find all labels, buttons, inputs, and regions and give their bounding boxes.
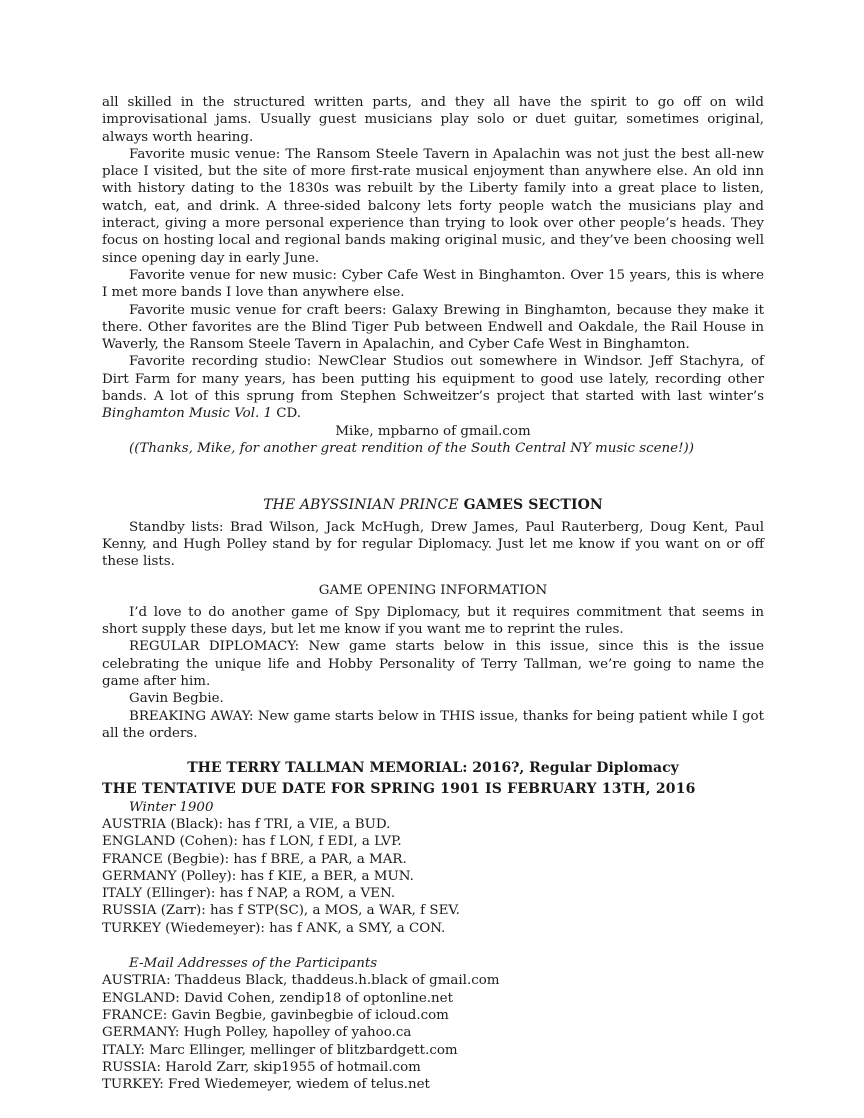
opening-paragraph-breaking-away: BREAKING AWAY: New game starts below in THIS issue, thanks for being patient while I got all the orders. bbox=[102, 708, 764, 741]
email-line-russia: RUSSIA: Harold Zarr, skip1955 of hotmail.com bbox=[102, 1059, 421, 1075]
game-title: THE TERRY TALLMAN MEMORIAL: 2016?, Regular Diplomacy bbox=[187, 760, 679, 777]
participant-emails bbox=[102, 972, 764, 1093]
email-line-france: FRANCE: Gavin Begbie, gavinbegbie of icloud.com bbox=[102, 1007, 449, 1023]
game-due-date: THE TENTATIVE DUE DATE FOR SPRING 1901 IS FEBRUARY 13TH, 2016 bbox=[102, 781, 696, 798]
review-signature: Mike, mpbarno of gmail.com bbox=[335, 423, 531, 439]
opening-paragraph-spy: I’d love to do another game of Spy Diplomacy, but it requires commitment that seems in short supply these days, but let me know if you want me to reprint the rules. bbox=[102, 604, 764, 638]
review-paragraph-craft-beers: Favorite music venue for craft beers: Galaxy Brewing in Binghamton, because they make it there. Other favorites are the Blind Tiger Pub between Endwell and Oakdale, the Rail House in Waverly, the Ransom Steele Tavern in Apalachin, and Cyber Cafe West in Binghamton. bbox=[102, 302, 764, 353]
email-line-italy: ITALY: Marc Ellinger, mellinger of blitzbardgett.com bbox=[102, 1042, 458, 1058]
standby-lists: Standby lists: Brad Wilson, Jack McHugh, Drew James, Paul Rauterberg, Doug Kent, Paul Kenny, and Hugh Polley stand by for regular Diplomacy. Just let me know if you want on or off these lists. bbox=[102, 519, 764, 570]
opening-paragraph-gm: Gavin Begbie. bbox=[129, 691, 224, 707]
position-line-russia: RUSSIA (Zarr): has f STP(SC), a MOS, a WAR, f SEV. bbox=[102, 903, 460, 919]
zine-title: THE ABYSSINIAN PRINCE bbox=[263, 497, 459, 514]
review-paragraph-venue: Favorite music venue: The Ransom Steele Tavern in Apalachin was not just the best all-new place I visited, but the site of more first-rate musical enjoyment than anywhere else. An old inn with history dating to the 1830s was rebuilt by the Liberty family into a great place to listen, watch, eat, and drink. A three-sided balcony lets forty people watch the musicians play and interact, giving a more personal experience than trying to look over other people’s heads. They focus on hosting local and regional bands making original music, and they’ve been choosing well since opening day in early June. bbox=[102, 146, 764, 266]
position-line-italy: ITALY (Ellinger): has f NAP, a ROM, a VEN. bbox=[102, 886, 396, 902]
game-opening-heading: GAME OPENING INFORMATION bbox=[318, 583, 548, 599]
email-line-england: ENGLAND: David Cohen, zendip18 of optonline.net bbox=[102, 990, 453, 1006]
studio-text-end: CD. bbox=[272, 406, 302, 422]
games-section-label: GAMES SECTION bbox=[458, 497, 603, 514]
email-line-germany: GERMANY: Hugh Polley, hapolley of yahoo.ca bbox=[102, 1025, 412, 1041]
document-page bbox=[102, 94, 764, 1093]
editor-note: ((Thanks, Mike, for another great rendition of the South Central NY music scene!)) bbox=[129, 440, 694, 456]
games-section-heading bbox=[102, 497, 764, 514]
emails-heading: E-Mail Addresses of the Participants bbox=[129, 956, 378, 972]
review-paragraph-new-music: Favorite venue for new music: Cyber Cafe West in Binghamton. Over 15 years, this is where I met more bands I love than anywhere else. bbox=[102, 267, 764, 301]
review-paragraph-1: all skilled in the structured written parts, and they all have the spirit to go off on wild improvisational jams. Usually guest musicians play solo or duet guitar, sometimes original, always worth hearing. bbox=[102, 95, 764, 145]
email-line-austria: AUSTRIA: Thaddeus Black, thaddeus.h.black of gmail.com bbox=[102, 973, 500, 989]
position-line-germany: GERMANY (Polley): has f KIE, a BER, a MUN. bbox=[102, 868, 414, 884]
season-label: Winter 1900 bbox=[129, 799, 214, 815]
review-paragraph-studio bbox=[102, 353, 764, 422]
position-line-france: FRANCE (Begbie): has f BRE, a PAR, a MAR. bbox=[102, 851, 407, 867]
starting-positions bbox=[102, 816, 764, 937]
position-line-england: ENGLAND (Cohen): has f LON, f EDI, a LVP. bbox=[102, 834, 402, 850]
position-line-turkey: TURKEY (Wiedemeyer): has f ANK, a SMY, a CON. bbox=[102, 920, 446, 936]
email-line-turkey: TURKEY: Fred Wiedemeyer, wiedem of telus.net bbox=[102, 1077, 430, 1093]
studio-text-start: Favorite recording studio: NewClear Studios out somewhere in Windsor. Jeff Stachyra, of Dirt Farm for many years, has been putting his equipment to good use lately, recording other bands. A lot of this sprung from Stephen Schweitzer’s project that started with last winter’s bbox=[102, 354, 764, 405]
album-title: Binghamton Music Vol. 1 bbox=[102, 406, 273, 422]
position-line-austria: AUSTRIA (Black): has f TRI, a VIE, a BUD. bbox=[102, 816, 391, 832]
opening-paragraph-regular: REGULAR DIPLOMACY: New game starts below in this issue, since this is the issue celebrating the unique life and Hobby Personality of Terry Tallman, we’re going to name the game after him. bbox=[102, 639, 764, 689]
